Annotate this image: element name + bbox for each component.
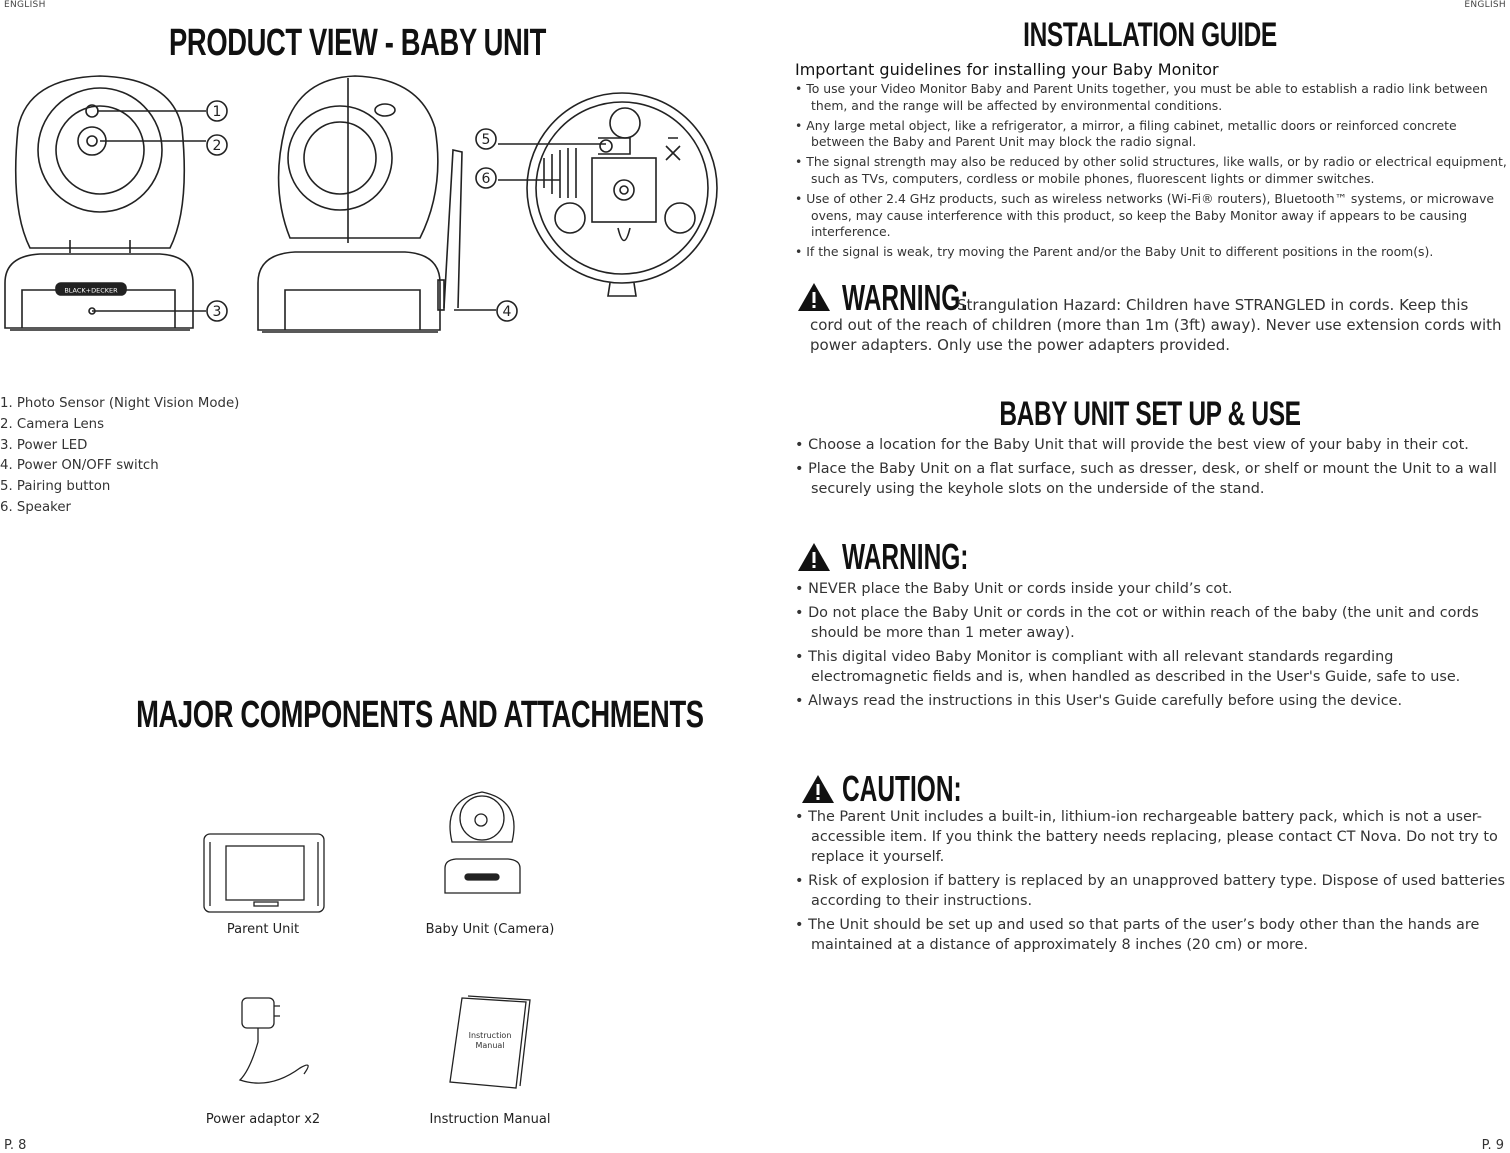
caution-item: • Risk of explosion if battery is replaced by an unapproved battery type. Dispose of used batteries according to their instructions. [795, 872, 1506, 909]
warning-text-rest: cord out of the reach of children (more than 1m (3ft) away). Never use extension cords with power adapters. Only use the power adapters provided. [810, 316, 1502, 354]
warning-item: • NEVER place the Baby Unit or cords inside your child’s cot. [795, 581, 1233, 597]
guidelines-list [795, 81, 1510, 264]
page-number-right: P. 9 [1481, 1138, 1504, 1153]
manual-cover-line2: Manual [475, 1041, 505, 1050]
warning-icon [797, 282, 831, 312]
components-title: MAJOR COMPONENTS AND ATTACHMENTS [136, 694, 704, 736]
guideline-item: • Any large metal object, like a refrigerator, a mirror, a filing cabinet, metallic doors or reinforced concrete between the Baby and Parent Unit may block the radio signal. [795, 117, 1457, 150]
components-illustration [190, 780, 570, 1100]
warning-2-list [795, 580, 1495, 717]
guideline-item: • The signal strength may also be reduced by other solid structures, like walls, or by radio or electrical equipment, such as TVs, computers, cordless or mobile phones, fluorescent lights or dimmer switches. [795, 154, 1507, 186]
language-label-left: ENGLISH [4, 0, 46, 10]
feature-list [0, 394, 239, 519]
guideline-item: • Use of other 2.4 GHz products, such as wireless networks (Wi-Fi® routers), Bluetooth™ systems, or microwave ovens, may cause interference with this product, so keep the Baby Monitor away if appears to be causing interference. [795, 190, 1495, 240]
caution-item: • The Parent Unit includes a built-in, lithium-ion rechargeable battery pack, which is not a user-accessible item. If you think the battery needs replacing, please contact CT Nova. Do not try to replace it yourself. [795, 809, 1498, 865]
page-number-left: P. 8 [4, 1138, 27, 1153]
setup-item: • Choose a location for the Baby Unit that will provide the best view of your baby in their cot. [795, 437, 1469, 453]
caution-list [795, 808, 1507, 960]
power-adaptor-image [240, 998, 308, 1083]
baby-unit-diagram [0, 68, 730, 358]
guideline-item: • To use your Video Monitor Baby and Parent Units together, you must be able to establish a radio link between them, and the range will be affected by environmental conditions. [795, 81, 1488, 113]
caution-icon [801, 774, 835, 804]
caption-instruction-manual: Instruction Manual [429, 1112, 551, 1127]
manual-cover-line1: Instruction [468, 1031, 512, 1040]
callout-5-label: 5 [481, 132, 491, 148]
warning-icon [797, 542, 831, 572]
warning-text-first-line: Strangulation Hazard: Children have STRANGLED in cords. Keep this [957, 296, 1469, 314]
brand-label: BLACK+DECKER [64, 286, 118, 295]
caption-power-adaptor: Power adaptor x2 [205, 1112, 321, 1127]
parent-unit-image [204, 834, 324, 912]
feature-item: 4. Power ON/OFF switch [0, 458, 159, 474]
callout-6-label: 6 [481, 171, 491, 187]
callout-1-label: 1 [212, 104, 222, 120]
caution-label: CAUTION: [842, 768, 962, 809]
side-view-camera [258, 76, 462, 332]
product-view-title: PRODUCT VIEW - BABY UNIT [169, 22, 546, 64]
warning-item: • Do not place the Baby Unit or cords in the cot or within reach of the baby (the unit and cords should be more than 1 meter away). [795, 605, 1479, 642]
setup-item: • Place the Baby Unit on a flat surface, such as dresser, desk, or shelf or mount the Unit to a wall securely using the keyhole slots on the underside of the stand. [795, 461, 1497, 498]
guideline-item: • If the signal is weak, try moving the Parent and/or the Baby Unit to different positions in the room(s). [795, 244, 1434, 260]
feature-item: 1. Photo Sensor (Night Vision Mode) [0, 396, 240, 411]
callout-4-label: 4 [502, 304, 512, 320]
warning-item: • Always read the instructions in this User's Guide carefully before using the device. [795, 693, 1403, 710]
baby-unit-image [445, 792, 520, 893]
feature-item: 6. Speaker [0, 499, 71, 515]
bottom-view-camera [527, 93, 717, 296]
setup-title: BABY UNIT SET UP & USE [999, 395, 1301, 433]
callout-3-label: 3 [212, 304, 222, 320]
feature-item: 2. Camera Lens [0, 416, 105, 432]
language-label-right: ENGLISH [1464, 0, 1506, 10]
feature-item: 5. Pairing button [0, 479, 111, 495]
warning-item: • This digital video Baby Monitor is compliant with all relevant standards regarding electromagnetic fields and is, when handled as described in the User's Guide, safe to use. [795, 649, 1461, 686]
caution-item: • The Unit should be set up and used so that parts of the user’s body other than the hands are maintained at a distance of approximately 8 inches (20 cm) or more. [795, 916, 1480, 953]
caption-baby-unit: Baby Unit (Camera) [425, 922, 555, 937]
setup-list [795, 436, 1507, 504]
warning-label: WARNING: [842, 277, 969, 318]
warning-2-label: WARNING: [842, 536, 969, 577]
feature-item: 3. Power LED [0, 437, 88, 453]
guidelines-subtitle: Important guidelines for installing your Baby Monitor [795, 60, 1219, 79]
caption-parent-unit: Parent Unit [226, 922, 300, 937]
installation-guide-title: INSTALLATION GUIDE [1023, 16, 1277, 54]
callout-2-label: 2 [212, 138, 222, 154]
